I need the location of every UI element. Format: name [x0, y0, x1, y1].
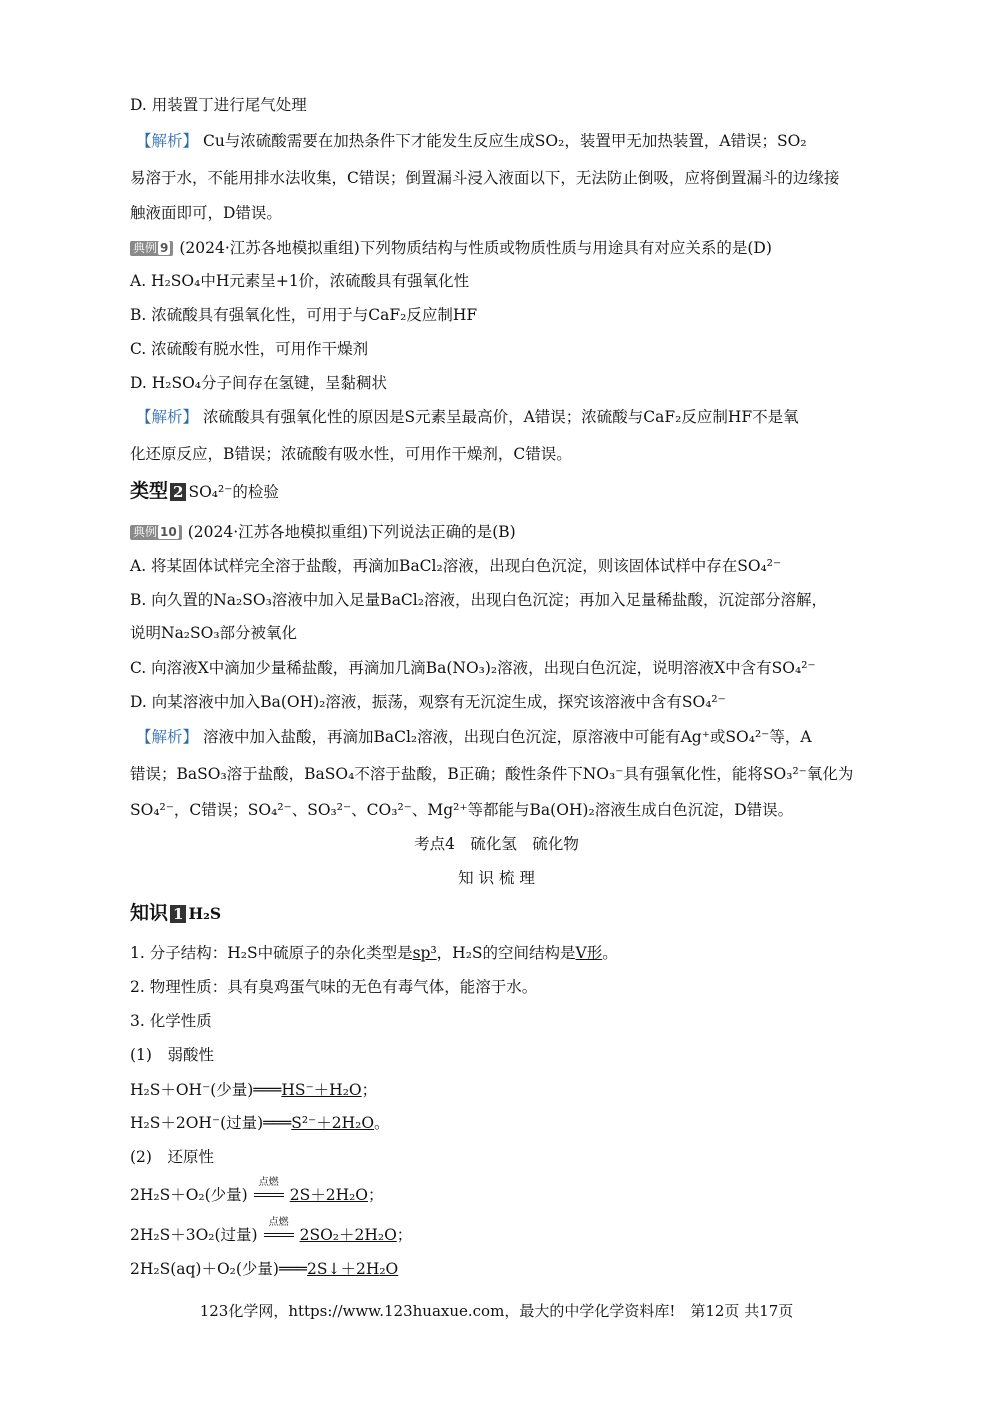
- knowledge-heading: [130, 902, 898, 925]
- explanation-tag: 【解析】: [136, 728, 199, 746]
- explanation-line: [136, 406, 904, 428]
- explanation-line: [136, 726, 904, 748]
- stem-text: (2024·江苏各地模拟重组)下列物质结构与性质或物质性质与用途具有对应关系的是(D): [179, 239, 772, 257]
- stem-text: (2024·江苏各地模拟重组)下列说法正确的是(B): [187, 523, 516, 541]
- explanation-line: 易溶于水，不能用排水法收集，C错误；倒置漏斗浸入液面以下，无法防止倒吸，应将倒置漏斗的边缘接: [130, 169, 840, 187]
- explanation-tag: 【解析】: [136, 132, 199, 150]
- option-c: C. 浓硫酸有脱水性，可用作干燥剂: [130, 340, 369, 358]
- answer-blank: sp³: [412, 944, 437, 962]
- option-b: B. 浓硫酸具有强氧化性，可用于与CaF₂反应制HF: [130, 306, 478, 324]
- answer-blank: 2SO₂＋2H₂O: [299, 1226, 397, 1244]
- explanation-text: 溶液中加入盐酸，再滴加BaCl₂溶液，出现白色沉淀，原溶液中可能有Ag⁺或SO₄²⁻等，A: [202, 728, 812, 746]
- equation: 2H₂S＋3O₂(过量) 点燃 2SO₂＋2H₂O；: [130, 1217, 413, 1244]
- option-d: D. 用装置丁进行尾气处理: [130, 96, 307, 114]
- answer-blank: S²⁻＋2H₂O: [291, 1114, 375, 1132]
- option-a: A. H₂SO₄中H元素呈+1价，浓硫酸具有强氧化性: [130, 272, 470, 290]
- page-footer: 123化学网，https://www.123huaxue.com，最大的中学化学资料库! 第12页 共17页: [199, 1302, 794, 1320]
- equation: 2H₂S＋O₂(少量) 点燃 2S＋2H₂O；: [130, 1177, 384, 1204]
- option-b: B. 向久置的Na₂SO₃溶液中加入足量BaCl₂溶液，出现白色沉淀；再加入足量稀盐酸，沉淀部分溶解，: [130, 591, 827, 609]
- section-subtitle: 知 识 梳 理: [458, 869, 535, 887]
- example-tag: 典例 10: [130, 525, 182, 540]
- subheading: (1) 弱酸性: [130, 1046, 214, 1064]
- answer-blank: 2S＋2H₂O: [289, 1186, 369, 1204]
- answer-blank: 2S↓＋2H₂O: [306, 1260, 399, 1278]
- option-b-cont: 说明Na₂SO₃部分被氧化: [130, 624, 298, 642]
- example-stem: [130, 521, 898, 543]
- type-heading: [130, 480, 898, 503]
- knowledge-number: 1: [170, 905, 186, 923]
- option-a: A. 将某固体试样完全溶于盐酸，再滴加BaCl₂溶液，出现白色沉淀，则该固体试样中存在SO₄²⁻: [130, 557, 782, 575]
- equation: 2H₂S(aq)＋O₂(少量)═══2S↓＋2H₂O: [130, 1260, 399, 1278]
- explanation-line: 触液面即可，D错误。: [130, 204, 282, 222]
- structure-line: 1. 分子结构：H₂S中硫原子的杂化类型是sp³，H₂S的空间结构是V形。: [130, 944, 618, 962]
- explanation-line: 化还原反应，B错误；浓硫酸有吸水性，可用作干燥剂，C错误。: [130, 445, 572, 463]
- answer-blank: V形: [575, 944, 603, 962]
- explanation-text: Cu与浓硫酸需要在加热条件下才能发生反应生成SO₂，装置甲无加热装置，A错误；SO₂: [202, 132, 807, 150]
- type-label: 类型: [130, 480, 169, 502]
- explanation-tag: 【解析】: [136, 408, 199, 426]
- type-title: SO₄²⁻的检验: [188, 483, 279, 501]
- explanation-line: [136, 130, 904, 152]
- explanation-text: 浓硫酸具有强氧化性的原因是S元素呈最高价，A错误；浓硫酸与CaF₂反应制HF不是氧: [202, 408, 799, 426]
- knowledge-title: H₂S: [188, 904, 222, 923]
- explanation-line: 错误；BaSO₃溶于盐酸，BaSO₄不溶于盐酸，B正确；酸性条件下NO₃⁻具有强氧化性，能将SO₃²⁻氧化为: [130, 765, 854, 783]
- chem-heading: 3. 化学性质: [130, 1012, 212, 1030]
- knowledge-label: 知识: [130, 902, 169, 924]
- physical-line: 2. 物理性质：具有臭鸡蛋气味的无色有毒气体，能溶于水。: [130, 978, 538, 996]
- type-number: 2: [170, 483, 186, 501]
- example-tag: 典例 9: [130, 241, 173, 256]
- section-title: 考点4 硫化氢 硫化物: [414, 835, 579, 853]
- answer-blank: HS⁻＋H₂O: [281, 1081, 362, 1099]
- example-stem: [130, 237, 898, 259]
- option-c: C. 向溶液X中滴加少量稀盐酸，再滴加几滴Ba(NO₃)₂溶液，出现白色沉淀，说明溶液X中含有SO₄²⁻: [130, 659, 816, 677]
- option-d: D. H₂SO₄分子间存在氢键，呈黏稠状: [130, 374, 387, 392]
- equation: H₂S＋OH⁻(少量)═══HS⁻＋H₂O；: [130, 1081, 378, 1099]
- equation: H₂S＋2OH⁻(过量)═══S²⁻＋2H₂O。: [130, 1114, 390, 1132]
- subheading: (2) 还原性: [130, 1148, 214, 1166]
- explanation-line: SO₄²⁻，C错误；SO₄²⁻、SO₃²⁻、CO₃²⁻、Mg²⁺等都能与Ba(OH)₂溶液生成白色沉淀，D错误。: [130, 801, 794, 819]
- reaction-condition: 点燃: [248, 1184, 290, 1206]
- reaction-condition: 点燃: [258, 1224, 300, 1246]
- option-d: D. 向某溶液中加入Ba(OH)₂溶液，振荡，观察有无沉淀生成，探究该溶液中含有SO₄²⁻: [130, 693, 726, 711]
